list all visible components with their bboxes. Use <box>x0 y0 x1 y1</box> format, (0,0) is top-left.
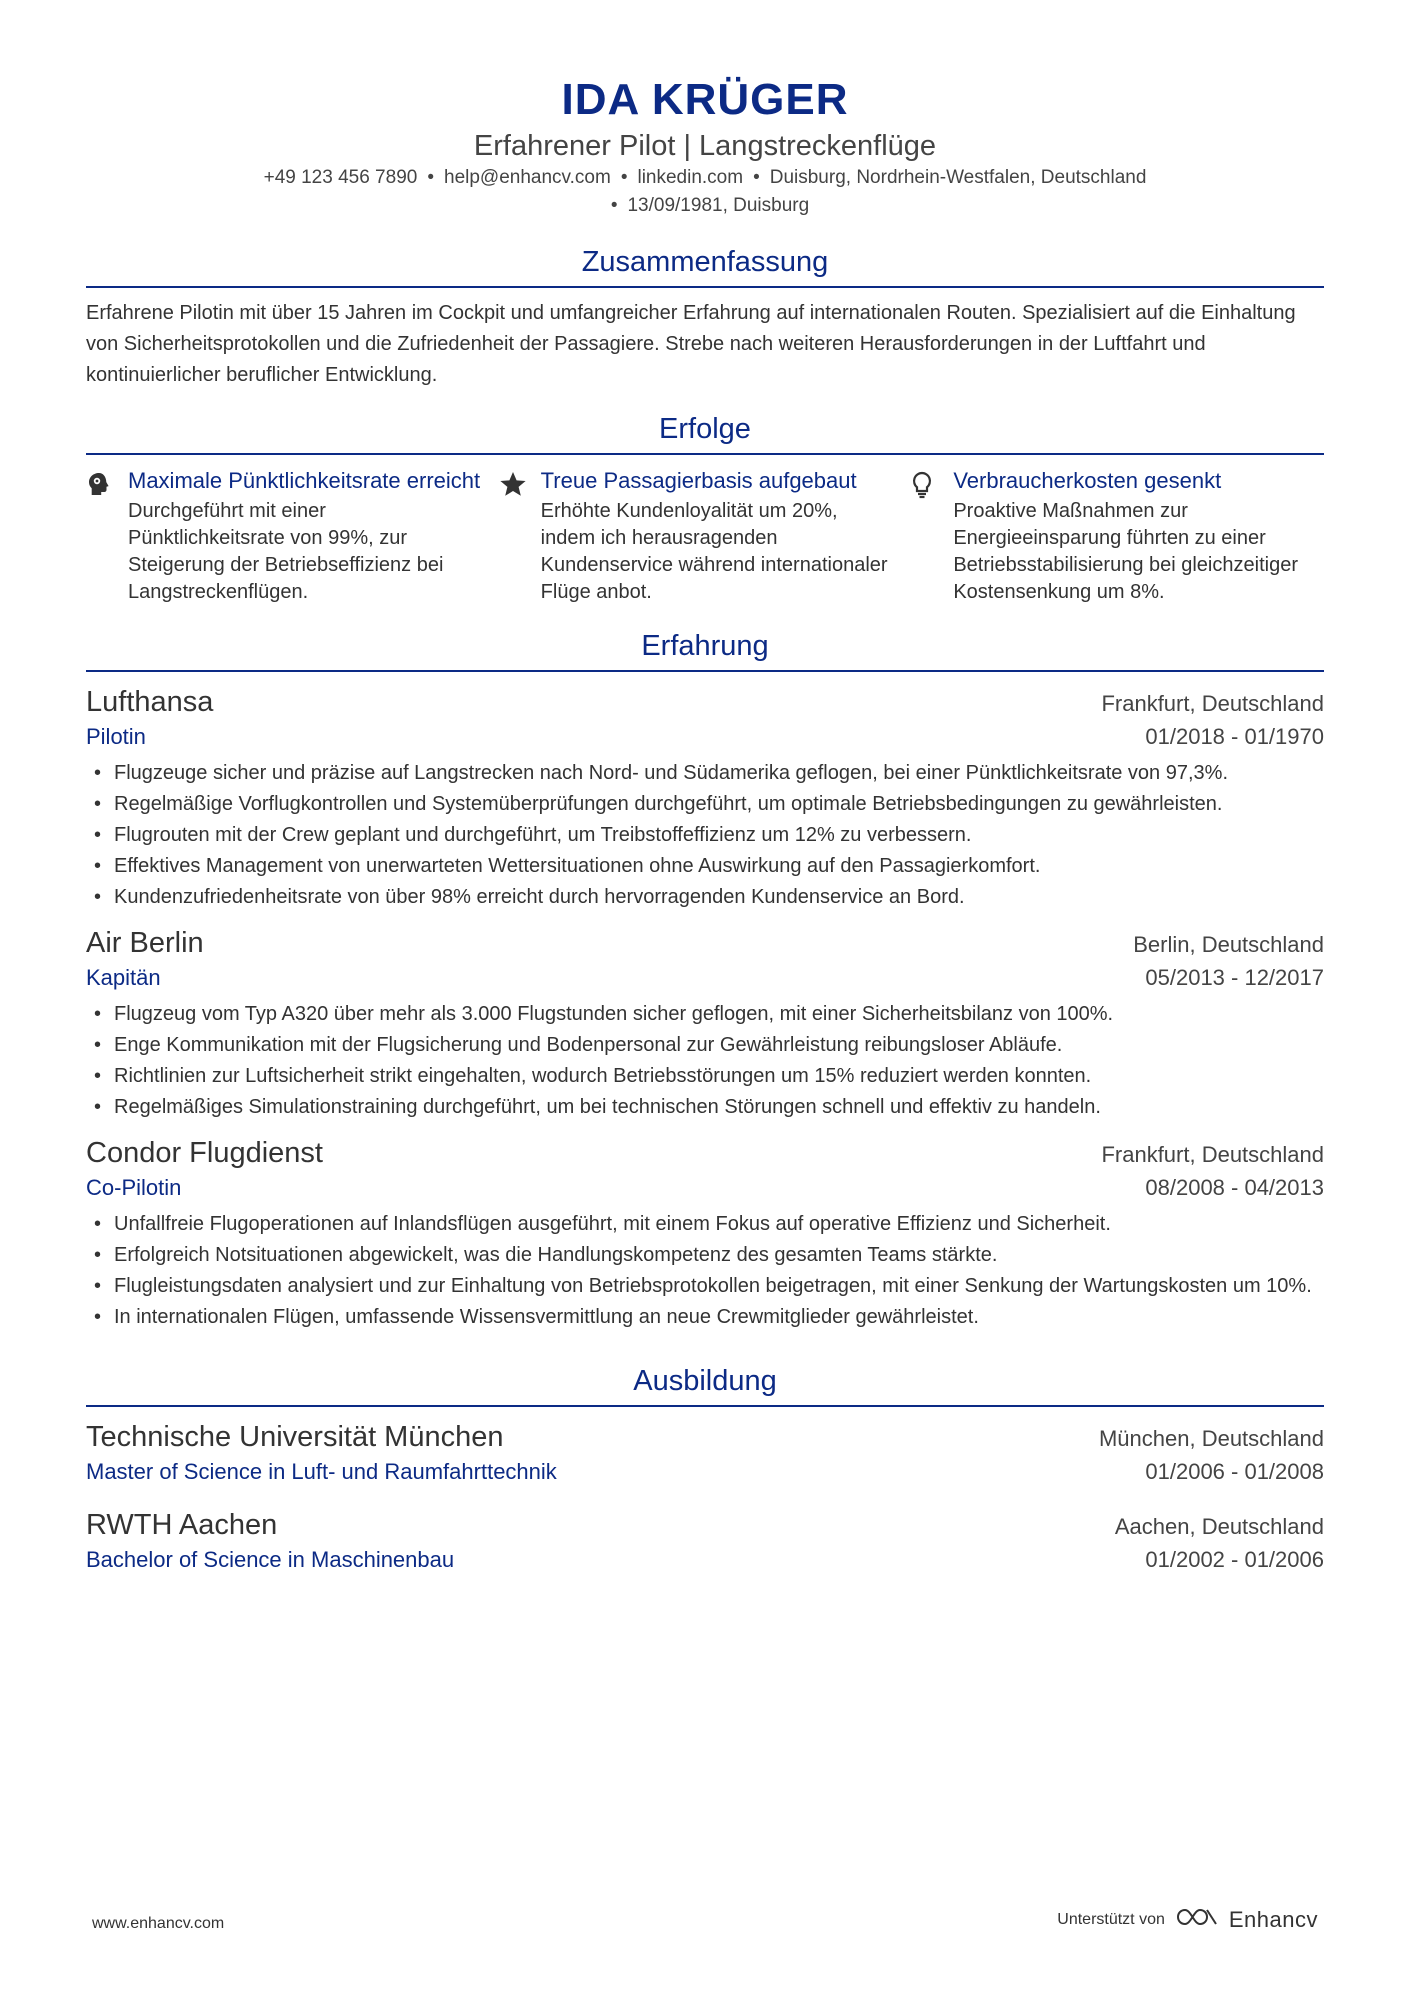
section-title-education: Ausbildung <box>86 1363 1324 1407</box>
job-entry <box>86 925 1324 1123</box>
list-item: • In internationalen Flügen, umfassende Wissensvermittlung an neue Crewmitglieder gewährleistet. <box>86 1302 1324 1333</box>
brand-name[interactable]: Enhancv <box>1228 1906 1318 1932</box>
candidate-title: Erfahrener Pilot | Langstreckenflüge <box>473 130 937 162</box>
list-item: • Effektives Management von unerwarteten Wettersituationen ohne Auswirkung auf den Passagierkomfort. <box>86 851 1324 882</box>
candidate-name: IDA KRÜGER <box>561 75 849 124</box>
job-entry <box>86 684 1324 913</box>
contact-line-2: • 13/09/1981, Duisburg <box>610 195 810 216</box>
list-item: • Richtlinien zur Luftsicherheit strikt eingehalten, wodurch Betriebsstörungen um 15% reduziert werden konnten. <box>86 1061 1324 1092</box>
degree: Bachelor of Science in Maschinenbau <box>86 1547 455 1572</box>
powered-by-label: Unterstützt von <box>1057 1910 1165 1928</box>
school-name: Technische Universität München <box>86 1421 504 1453</box>
linkedin-link[interactable]: linkedin.com <box>637 167 744 188</box>
education-dates: 01/2002 - 01/2006 <box>1145 1547 1324 1572</box>
education-section <box>86 1363 1324 1577</box>
achievement-title: Verbraucherkosten gesenkt <box>953 468 1222 493</box>
job-role: Pilotin <box>86 724 146 749</box>
job-dates: 05/2013 - 12/2017 <box>1145 965 1324 990</box>
enhancv-logo-icon <box>1175 1906 1219 1933</box>
company-name: Lufthansa <box>86 686 214 718</box>
job-role: Kapitän <box>86 965 161 990</box>
lightbulb-icon <box>911 467 953 606</box>
list-item: • Unfallfreie Flugoperationen auf Inlandsflügen ausgeführt, mit einem Fokus auf operative Effizienz und Sicherheit. <box>86 1209 1324 1240</box>
location: Duisburg, Nordrhein-Westfalen, Deutschland <box>769 167 1147 188</box>
head-brain-icon <box>86 467 128 606</box>
company-name: Air Berlin <box>86 927 204 959</box>
achievement-text: Durchgeführt mit einer Pünktlichkeitsrate von 99%, zur Steigerung der Betriebseffizienz bei Langstreckenflügen. <box>128 500 444 603</box>
achievement-item <box>911 467 1324 606</box>
resume-page <box>86 0 1324 1577</box>
contact-line: +49 123 456 7890 • help@enhancv.com • linkedin.com • Duisburg, Nordrhein-Westfalen, Deutschland <box>263 167 1147 188</box>
school-location: Aachen, Deutschland <box>1114 1514 1324 1539</box>
section-title-summary: Zusammenfassung <box>86 244 1324 288</box>
achievement-title: Treue Passagierbasis aufgebaut <box>540 468 857 493</box>
list-item: • Kundenzufriedenheitsrate von über 98% erreicht durch hervorragenden Kundenservice an Bord. <box>86 882 1324 913</box>
list-item: • Regelmäßige Vorflugkontrollen und Systemüberprüfungen durchgeführt, um optimale Betriebsbedingungen zu gewährleisten. <box>86 789 1324 820</box>
summary-section <box>86 244 1324 391</box>
degree: Master of Science in Luft- und Raumfahrttechnik <box>86 1459 557 1484</box>
job-location: Frankfurt, Deutschland <box>1101 1142 1324 1167</box>
company-name: Condor Flugdienst <box>86 1137 323 1169</box>
achievement-text: Proaktive Maßnahmen zur Energieeinsparung führten zu einer Betriebsstabilisierung bei gleichzeitiger Kostensenkung um 8%. <box>953 500 1298 603</box>
achievements-section <box>86 411 1324 606</box>
footer-branding <box>1057 1906 1318 1933</box>
list-item: • Flugleistungsdaten analysiert und zur Einhaltung von Betriebsprotokollen beigetragen, mit einer Senkung der Wartungskosten um 10%. <box>86 1271 1324 1302</box>
phone: +49 123 456 7890 <box>263 167 418 188</box>
achievement-item <box>499 467 912 606</box>
job-location: Berlin, Deutschland <box>1133 932 1324 957</box>
school-location: München, Deutschland <box>1098 1426 1324 1451</box>
section-title-achievements: Erfolge <box>86 411 1324 455</box>
section-title-experience: Erfahrung <box>86 628 1324 672</box>
birth-info: 13/09/1981, Duisburg <box>627 195 810 216</box>
list-item: • Erfolgreich Notsituationen abgewickelt, was die Handlungskompetenz des gesamten Teams stärkte. <box>86 1240 1324 1271</box>
summary-text: Erfahrene Pilotin mit über 15 Jahren im Cockpit und umfangreicher Erfahrung auf internationalen Routen. Spezialisiert auf die Einhaltung von Sicherheitsprotokollen und die Zufriedenheit der Passagiere. Strebe nach weiteren Herausforderungen in der Luftfahrt und kontinuierlicher beruflicher Entwicklung. <box>86 302 1296 386</box>
education-dates: 01/2006 - 01/2008 <box>1145 1459 1324 1484</box>
experience-section <box>86 628 1324 1333</box>
achievement-title: Maximale Pünktlichkeitsrate erreicht <box>128 468 481 493</box>
list-item: • Flugzeug vom Typ A320 über mehr als 3.000 Flugstunden sicher geflogen, mit einer Sicherheitsbilanz von 100%. <box>86 999 1324 1030</box>
job-role: Co-Pilotin <box>86 1175 182 1200</box>
list-item: • Flugzeuge sicher und präzise auf Langstrecken nach Nord- und Südamerika geflogen, bei einer Pünktlichkeitsrate von 97,3%. <box>86 758 1324 789</box>
resume-header <box>86 74 1324 220</box>
job-dates: 08/2008 - 04/2013 <box>1145 1175 1324 1200</box>
education-entry <box>86 1507 1324 1577</box>
achievement-text: Erhöhte Kundenloyalität um 20%, indem ich herausragenden Kundenservice während internationaler Flüge anbot. <box>540 500 888 603</box>
footer-website[interactable]: www.enhancv.com <box>92 1915 225 1932</box>
school-name: RWTH Aachen <box>86 1509 278 1541</box>
education-entry <box>86 1419 1324 1489</box>
email-link[interactable]: help@enhancv.com <box>444 167 611 188</box>
job-location: Frankfurt, Deutschland <box>1101 691 1324 716</box>
list-item: • Enge Kommunikation mit der Flugsicherung und Bodenpersonal zur Gewährleistung reibungsloser Abläufe. <box>86 1030 1324 1061</box>
job-dates: 01/2018 - 01/1970 <box>1145 724 1324 749</box>
list-item: • Flugrouten mit der Crew geplant und durchgeführt, um Treibstoffeffizienz um 12% zu verbessern. <box>86 820 1324 851</box>
achievement-item <box>86 467 499 606</box>
list-item: • Regelmäßiges Simulationstraining durchgeführt, um bei technischen Störungen schnell und effektiv zu handeln. <box>86 1092 1324 1123</box>
job-entry <box>86 1135 1324 1333</box>
star-icon <box>499 467 541 606</box>
